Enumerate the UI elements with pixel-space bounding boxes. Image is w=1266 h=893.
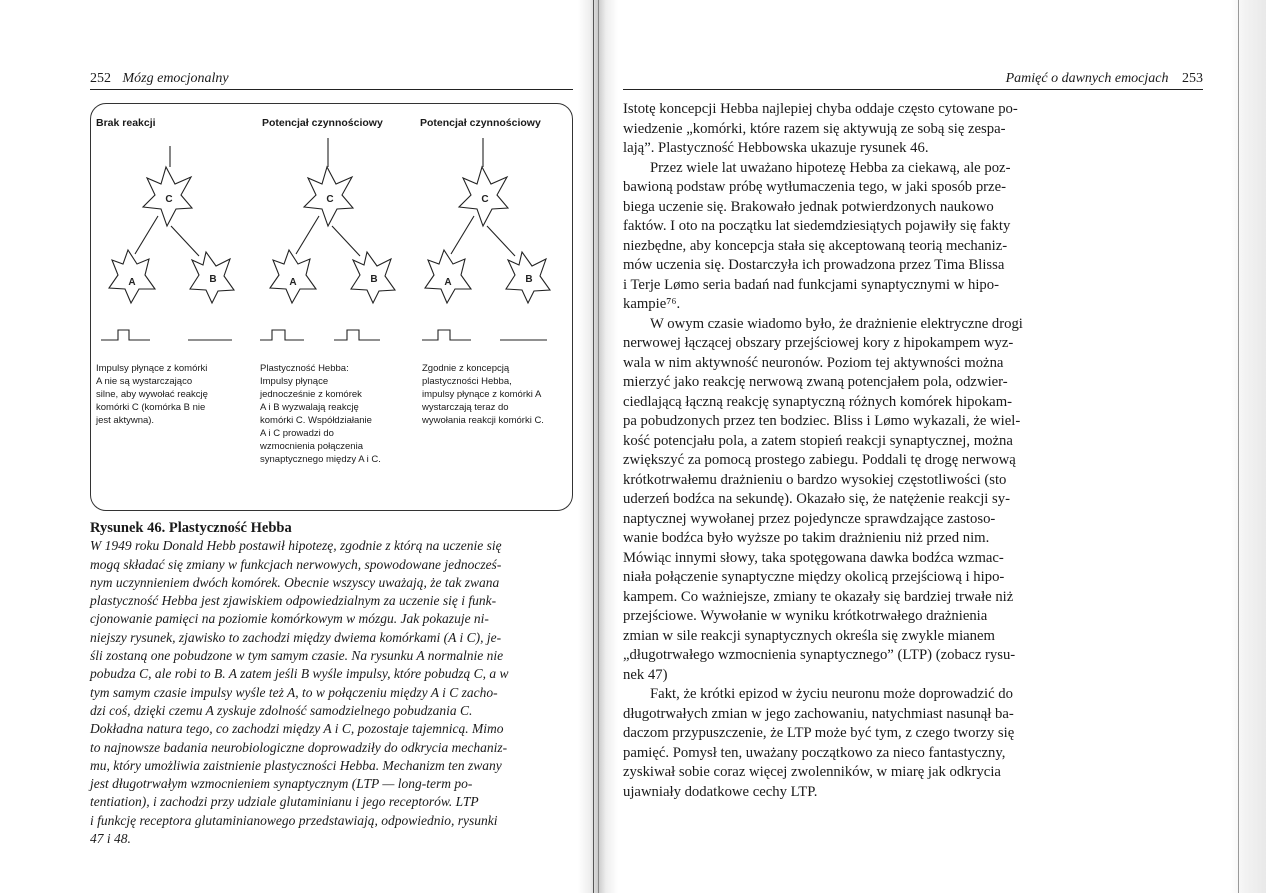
- right-page-header: [860, 71, 1203, 87]
- text-line: długotrwałych zmian w jego zachowaniu, natychmiast nasunął ba-: [623, 705, 1014, 722]
- text-line: uderzeń bodźca na sekundę). Okazało się, że natężenie reakcji sy-: [623, 491, 1010, 507]
- panel-2-neurons: [260, 138, 395, 340]
- text-line: wanie bodźca było wyższe po takim drażnieniu niż przed nim.: [623, 530, 990, 546]
- book-gutter: [578, 0, 618, 893]
- text-line: biega uczenie się. Brakowało jednak potwierdzonych naukowo: [623, 198, 994, 215]
- text-line: „długotrwałego wzmocnienia synaptycznego” (LTP) (zobacz rysu-: [623, 647, 1016, 663]
- text-line: faktów. I oto na początku lat siedemdziesiątych pojawiły się fakty: [623, 218, 1011, 234]
- panel-3-neurons: [422, 138, 550, 340]
- caption-line: nym uczynnieniem dwóch komórek. Obecnie wszyscy uważają, że tak zwana: [90, 574, 500, 590]
- caption-line: i funkcję receptora glutaminianowego przedstawiają, odpowiednio, rysunki: [90, 812, 498, 828]
- caption-line: niejszy rysunek, zjawisko to zachodzi między dwiema komórkami (A i C), je-: [90, 629, 502, 645]
- caption-line: tym samym czasie impulsy wyśle też A, to w połączeniu między A i C zacho-: [90, 684, 498, 700]
- caption-line: mogą składać się zmiany w funkcjach nerwowych, spowodowane jednocześ-: [90, 556, 502, 572]
- dendrite-b: [332, 226, 360, 256]
- text-line: W owym czasie wiadomo było, że drażnienie elektryczne drogi: [650, 315, 1023, 332]
- text-line: kampie⁷⁶.: [623, 296, 681, 312]
- neuron-c-label: C: [165, 194, 173, 205]
- neuron-a-label: A: [289, 277, 297, 288]
- text-line: nek 47): [623, 666, 668, 683]
- text-line: mów uczenia się. Dostarczyła ich prowadzona przez Tima Blissa: [623, 257, 1005, 273]
- text-line: ujawniały dodatkowe cechy LTP.: [623, 783, 818, 800]
- caption-line: to najnowsze badania neurobiologiczne doprowadziły do odkrycia mechaniz-: [90, 739, 508, 755]
- text-line: wala w nim aktywność neuronów. Poziom tej aktywności można: [623, 354, 1004, 371]
- text-line: daczom przypuszczenie, że LTP może być tym, z czego tworzy się: [623, 725, 1015, 741]
- text-line: niała połączenie synaptyczne między okolicą przejściową i hipo-: [623, 569, 1005, 585]
- right-running-title: Pamięć o dawnych emocjach: [1005, 71, 1169, 86]
- text-line: zyskiwał sobie coraz więcej zwolenników, w miarę jak odkrycia: [623, 764, 1001, 780]
- dendrite-a: [135, 216, 158, 254]
- text-line: zwiększyć za pomocą prostego zabiegu. Poddali tę drogę nerwową: [623, 452, 1016, 468]
- text-line: Mówiąc innymi słowy, taka spotęgowana dawka bodźca wzmac-: [623, 549, 1004, 566]
- neuron-b-label: B: [209, 274, 217, 285]
- panel-3-title: Potencjał czynnościowy: [420, 117, 541, 129]
- caption-line: pobudza C, ale robi to B. A zatem jeśli B wyśle impulsy, które pobudzą C, a w: [90, 666, 509, 682]
- left-running-title: Mózg emocjonalny: [122, 71, 229, 86]
- text-line: zmian w sile reakcji synaptycznych określa się zwykle mianem: [623, 627, 995, 644]
- text-line: naptycznej wywołanej przez pojedyncze sprawdzające zastoso-: [623, 510, 996, 527]
- right-page-body: [623, 100, 1203, 802]
- dendrite-a: [296, 216, 319, 254]
- text-line: kampem. Co ważniejsze, zmiany te okazały się bardziej trwałe niż: [623, 588, 1014, 605]
- panel-2-title: Potencjał czynnościowy: [262, 117, 383, 129]
- dendrite-b: [487, 226, 515, 256]
- neuron-b-label: B: [525, 274, 533, 285]
- neuron-a-label: A: [128, 277, 136, 288]
- text-line: lają”. Plastyczność Hebbowska ukazuje rysunek 46.: [623, 140, 929, 156]
- left-page-header: [90, 71, 229, 87]
- neuron-b-label: B: [370, 274, 378, 285]
- dendrite-b: [171, 226, 199, 256]
- text-line: krótkotrwałemu drażnieniu o bardzo wysokiej częstotliwości (sto: [623, 471, 1007, 488]
- spike-train-a: [101, 330, 150, 340]
- caption-line: mu, który umożliwia zaistnienie plastyczności Hebba. Mechanizm ten zwany: [90, 757, 502, 773]
- panel-2-caption: Plastyczność Hebba: Impulsy płynące jednocześnie z komórek A i B wyzwalają reakcję komórki C. Współdziałanie A i C prowadzi do wzmocnienia połączenia synaptycznego między A i C.: [260, 363, 381, 465]
- text-line: i Terje Lømo seria badań nad funkcjami synaptycznymi w hipo-: [623, 276, 999, 293]
- neuron-c-label: C: [326, 194, 334, 205]
- caption-line: dzi coś, dzięki czemu A zyskuje zdolność samodzielnego pobudzania C.: [90, 702, 473, 718]
- figure-caption: [90, 519, 573, 848]
- text-line: niezbędne, aby koncepcja stała się akceptowaną teorią mechaniz-: [623, 237, 1008, 254]
- panel-1-title: Brak reakcji: [96, 117, 156, 129]
- panel-3-caption: Zgodnie z koncepcją plastyczności Hebba, impulsy płynące z komórki A wystarczają teraz do wywołania reakcji komórki C.: [422, 363, 544, 426]
- text-line: wiedzenie „komórki, które razem się aktywują ze sobą się zespa-: [623, 120, 1006, 137]
- text-line: Fakt, że krótki epizod w życiu neuronu może doprowadzić do: [650, 686, 1013, 702]
- figure-46-box: [90, 103, 573, 511]
- caption-line: plastyczność Hebba jest zjawiskiem odpowiedzialnym za uczenie się i funk-: [90, 593, 497, 609]
- text-line: nerwowej łączącej obszary przejściowej kory z hipokampem wyz-: [623, 335, 1014, 351]
- right-header-rule: [623, 89, 1203, 90]
- caption-line: cjonowanie pamięci na poziomie komórkowym w mózgu. Jak pokazuje ni-: [90, 611, 489, 627]
- text-line: mierzyć jako reakcję nerwową zwaną potencjałem pola, odzwier-: [623, 374, 1008, 390]
- text-line: pamięć. Pomysł ten, uważany początkowo za nieco fantastyczny,: [623, 744, 1006, 761]
- text-line: bawioną podstaw próbę wytłumaczenia tego, w jaki sposób prze-: [623, 179, 1006, 195]
- caption-line: tentiation), i zachodzi przy udziale glutaminianu i jego receptorów. LTP: [90, 794, 479, 810]
- spike-train-a: [260, 330, 304, 340]
- text-line: kość potencjału pola, a zatem stopień reakcji synaptycznej, można: [623, 432, 1013, 449]
- dendrite-a: [451, 216, 474, 254]
- text-line: pa pobudzonych przez ten bodziec. Bliss i Lømo wykazali, że wiel-: [623, 413, 1021, 429]
- text-line: Przez wiele lat uważano hipotezę Hebba za ciekawą, ale poz-: [650, 159, 1011, 176]
- figure-caption-title: Rysunek 46. Plastyczność Hebba: [90, 520, 292, 536]
- right-page-number: 253: [1182, 71, 1203, 86]
- caption-line: śli zostaną one pobudzone w tym samym czasie. Na rysunku A normalnie nie: [90, 648, 504, 664]
- text-line: przejściowe. Wywołanie w wyniku krótkotrwałego drażnienia: [623, 608, 988, 624]
- caption-line: jest długotrwałym wzmocnieniem synaptycznym (LTP — long-term po-: [90, 776, 473, 792]
- caption-line: W 1949 roku Donald Hebb postawił hipotezę, zgodnie z którą na uczenie się: [90, 538, 502, 554]
- panel-1-caption: Impulsy płynące z komórki A nie są wystarczająco silne, aby wywołać reakcję komórki C (komórka B nie jest aktywna).: [96, 363, 208, 426]
- caption-line: Dokładna natura tego, co zachodzi między A i C, pozostaje tajemnicą. Mimo: [90, 721, 504, 737]
- spike-train-a: [422, 330, 471, 340]
- text-line: Istotę koncepcji Hebba najlepiej chyba oddaje często cytowane po-: [623, 101, 1018, 117]
- text-line: ciedlającą łączną reakcję synaptyczną różnych komórek hipokam-: [623, 393, 1013, 410]
- spike-train-b: [334, 330, 380, 340]
- panel-1-neurons: [101, 146, 234, 340]
- neuron-c-label: C: [481, 194, 489, 205]
- left-page-number: 252: [90, 71, 111, 86]
- neuron-a-label: A: [444, 277, 452, 288]
- caption-line: 47 i 48.: [90, 831, 131, 847]
- page-edge: [1230, 0, 1266, 893]
- left-header-rule: [90, 89, 573, 90]
